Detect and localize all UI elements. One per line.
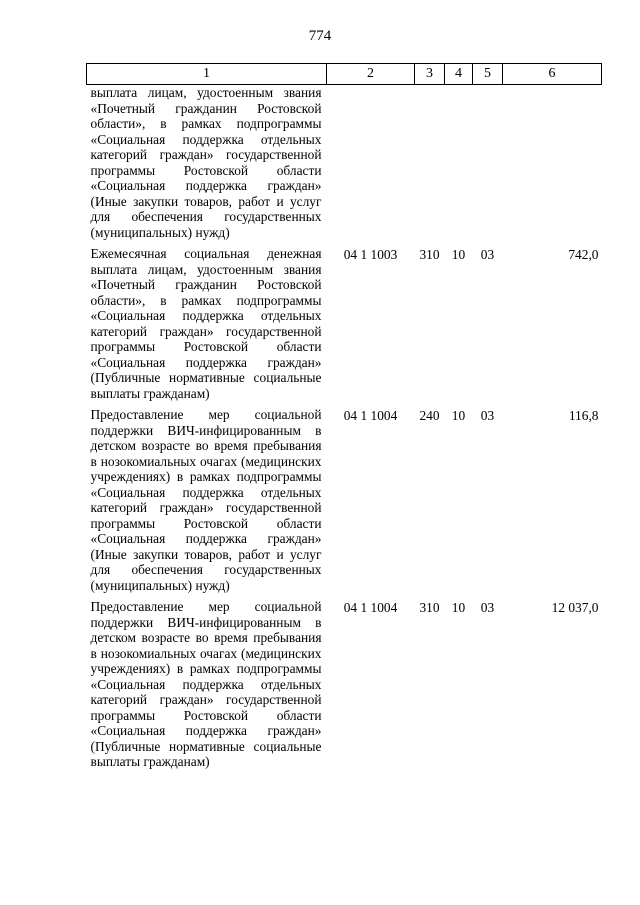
row-subsection: 03 (480, 408, 495, 423)
budget-table (86, 63, 602, 776)
table-header (87, 64, 602, 85)
column-header-3: 3 (415, 64, 445, 85)
table-row (87, 407, 602, 599)
column-header-1: 1 (87, 64, 327, 85)
table-row (87, 85, 602, 247)
row-subsection (473, 85, 503, 247)
row-section (445, 85, 473, 247)
column-header-5: 5 (473, 64, 503, 85)
row-target-code: 04 1 1003 (343, 247, 398, 262)
column-header-2: 2 (327, 64, 415, 85)
row-target-code: 04 1 1004 (343, 408, 398, 423)
row-expense-type (415, 85, 445, 247)
table-row (87, 246, 602, 407)
row-target-code (327, 85, 415, 247)
row-name: Предоставление мер социальной поддержки ВИЧ-инфицированным в детском возрасте во время пребывания в нозокомиальных очагах (медицинских учреждениях) в рамках подпрограммы «Социальная поддержка отдельных категорий граждан» государственной программы Ростовской области «Социальная поддержка граждан» (Иные закупки товаров, работ и услуг для обеспечения государственных (муниципальных) нужд) (90, 407, 322, 593)
table-row (87, 599, 602, 776)
column-header-4: 4 (445, 64, 473, 85)
row-amount: 742,0 (568, 247, 599, 262)
column-header-6: 6 (503, 64, 602, 85)
row-subsection: 03 (480, 600, 495, 615)
row-amount: 116,8 (568, 408, 599, 423)
row-amount (503, 85, 602, 247)
row-name: выплата лицам, удостоенным звания «Почетный гражданин Ростовской области», в рамках подпрограммы «Социальная поддержка отдельных категорий граждан» государственной программы Ростовской области «Социальная поддержка граждан» (Иные закупки товаров, работ и услуг для обеспечения государственных (муниципальных) нужд) (90, 85, 322, 240)
row-expense-type: 240 (419, 408, 440, 423)
row-subsection: 03 (480, 247, 495, 262)
page-number: 774 (308, 28, 332, 44)
row-amount: 12 037,0 (551, 600, 599, 615)
row-section: 10 (451, 600, 466, 615)
row-expense-type: 310 (419, 600, 440, 615)
table-body (87, 85, 602, 776)
row-name: Предоставление мер социальной поддержки ВИЧ-инфицированным в детском возрасте во время пребывания в нозокомиальных очагах (медицинских учреждениях) в рамках подпрограммы «Социальная поддержка отдельных категорий граждан» государственной программы Ростовской области «Социальная поддержка граждан» (Публичные нормативные социальные выплаты гражданам) (90, 599, 322, 769)
header-row (87, 64, 602, 85)
row-name: Ежемесячная социальная денежная выплата лицам, удостоенным звания «Почетный гражданин Ростовской области», в рамках подпрограммы «Социальная поддержка отдельных категорий граждан» государственной программы Ростовской области «Социальная поддержка граждан» (Публичные нормативные социальные выплаты гражданам) (90, 246, 322, 401)
row-section: 10 (451, 408, 466, 423)
row-target-code: 04 1 1004 (343, 600, 398, 615)
row-expense-type: 310 (419, 247, 440, 262)
row-section: 10 (451, 247, 466, 262)
